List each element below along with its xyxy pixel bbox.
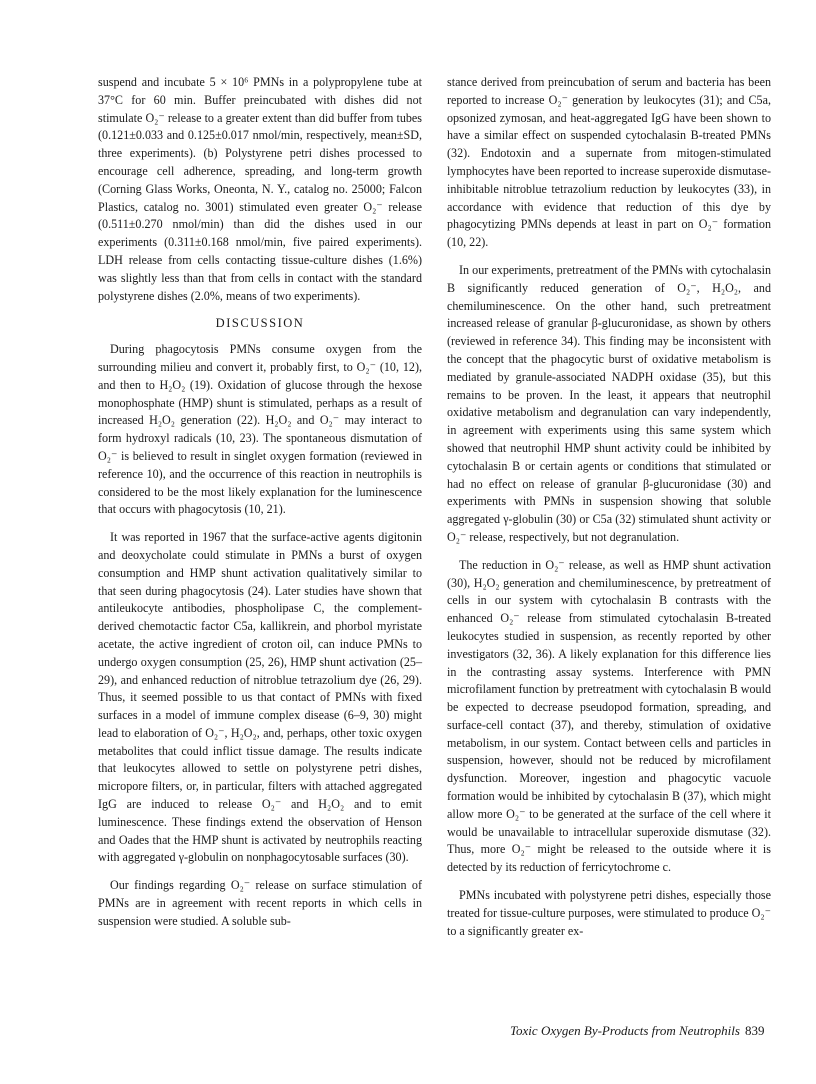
discussion-paragraph-4: In our experiments, pretreatment of the PMNs with cytochalasin B significantly reduced generation of O₂⁻, H₂O₂, and chemiluminescence. On the other hand, such pretreatment increased release of granular β-glucuronidase, as shown by others (reviewed in reference 34). This finding may be inconsistent with the concept that the phagocytic burst of oxidative metabolism is mediated by granule-associated NADPH oxidase (35), but this remains to be proven. In the least, it appears that neutrophil oxidative metabolism and degranulation can vary independently, in agreement with experiments using this same system which showed that neutrophil HMP shunt activity could be inhibited by cytochalasin B or certain agents or conditions that stimulated or had no effect on release of granular β-glucuronidase (30) and experiments with PMNs in suspension showing that soluble aggregated γ-globulin (30) or C5a (32) stimulated shunt activity or O₂⁻ release, respectively, but not degranulation. bbox=[447, 262, 771, 544]
left-column bbox=[98, 74, 422, 941]
page-footer bbox=[510, 1023, 770, 1039]
running-title: Toxic Oxygen By-Products from Neutrophils bbox=[510, 1023, 740, 1038]
discussion-paragraph-3: Our findings regarding O₂⁻ release on surface stimulation of PMNs are in agreement with recent reports in which cells in suspension were studied. A soluble sub- bbox=[98, 878, 422, 928]
methods-continued-paragraph: suspend and incubate 5 × 10⁶ PMNs in a polypropylene tube at 37°C for 60 min. Buffer preincubated with dishes did not stimulate O₂⁻ release to a greater extent than did buffer from tubes (0.121±0.033 and 0.125±0.017 nmol/min, respectively, mean±SD, three experiments). (b) Polystyrene petri dishes processed to encourage cell adherence, spreading, and long-term growth (Corning Glass Works, Oneonta, N. Y., catalog no. 25000; Falcon Plastics, catalog no. 3001) stimulated even greater O₂⁻ release (0.511±0.270 nmol/min) than did the dishes used in our experiments (0.311±0.168 nmol/min, five paired experiments). LDH release from cells contacting tissue-culture dishes (1.6%) was slightly less than that from cells in contact with the standard polystyrene dishes (2.0%, means of two experiments). bbox=[98, 75, 422, 303]
discussion-heading: DISCUSSION bbox=[215, 316, 305, 331]
discussion-continued-paragraph: stance derived from preincubation of serum and bacteria has been reported to increase O₂⁻ generation by leukocytes (31); and C5a, opsonized zymosan, and heat-aggregated IgG have been shown to have a similar effect on suspended cytochalasin B-treated PMNs (32). Endotoxin and a supernate from mitogen-stimulated lymphocytes have been reported to increase superoxide dismutase-inhibitable nitroblue tetrazolium reduction by leukocytes (33), in accordance with evidence that reduction of this dye by phagocytizing PMNs depends at least in part on O₂⁻ formation (10, 22). bbox=[447, 75, 771, 250]
page-number: 839 bbox=[745, 1023, 765, 1038]
discussion-paragraph-2: It was reported in 1967 that the surface-active agents digitonin and deoxycholate could stimulate in PMNs a burst of oxygen consumption and HMP shunt activation qualitatively similar to that seen during phagocytosis (24). Later studies have shown that antileukocyte antibodies, phospholipase C, the complement-derived chemotactic factor C5a, kallikrein, and phorbol myristate acetate, the active ingredient of croton oil, can induce PMNs to undergo oxygen consumption (25, 26), HMP shunt activation (25–29), and enhanced reduction of nitroblue tetrazolium dye (26, 29). Thus, it seemed possible to us that contact of PMNs with fixed surfaces in a model of immune complex disease (6–9, 30) might lead to elaboration of O₂⁻, H₂O₂, and, perhaps, other toxic oxygen metabolites that could inflict tissue damage. The results indicate that leukocytes allowed to settle on polystyrene petri dishes, micropore filters, or, in particular, filters with attached aggregated IgG are induced to release O₂⁻ and H₂O₂ and to emit luminescence. These findings extend the observation of Henson and Oades that the HMP shunt is activated by neutrophils reacting with aggregated γ-globulin on nonphagocytosable surfaces (30). bbox=[98, 530, 422, 865]
right-column bbox=[447, 74, 771, 950]
discussion-paragraph-6: PMNs incubated with polystyrene petri dishes, especially those treated for tissue-culture purposes, were stimulated to produce O₂⁻ to a significantly greater ex- bbox=[447, 888, 771, 938]
discussion-paragraph-1: During phagocytosis PMNs consume oxygen from the surrounding milieu and convert it, probably first, to O₂⁻ (10, 12), and then to H₂O₂ (19). Oxidation of glucose through the hexose monophosphate (HMP) shunt is stimulated, perhaps as a result of increased H₂O₂ generation (22). H₂O₂ and O₂⁻ may interact to form hydroxyl radicals (10, 23). The spontaneous dismutation of O₂⁻ is believed to result in singlet oxygen formation (reviewed in reference 10), and the occurrence of this reaction in neutrophils is considered to be the most likely explanation for the luminescence that occurs with phagocytosis (10, 21). bbox=[98, 342, 422, 517]
discussion-paragraph-5: The reduction in O₂⁻ release, as well as HMP shunt activation (30), H₂O₂ generation and chemiluminescence, by pretreatment of cells in our system with cytochalasin B contrasts with the enhanced O₂⁻ release from stimulated cytochalasin B-treated leukocytes studied in suspension, as recently reported by other investigators (32, 36). A likely explanation for this difference lies in the contrasting assay systems. Interference with PMN microfilament function by pretreatment with cytochalasin B would be expected to decrease pseudopod formation, spreading, and surface-cell contact (37), and thereby, stimulation of oxidative metabolism, in our system. Contact between cells and particles in suspension, however, should not be reduced by microfilament dysfunction. Moreover, ingestion and phagocytic vacuole formation would be inhibited by cytochalasin B (37), which might allow more O₂⁻ to be generated at the surface of the cell where it would be unavailable to intracellular superoxide dismutase (32). Thus, more O₂⁻ might be released to the outside where it is detected by its reduction of ferricytochrome c. bbox=[447, 557, 771, 875]
